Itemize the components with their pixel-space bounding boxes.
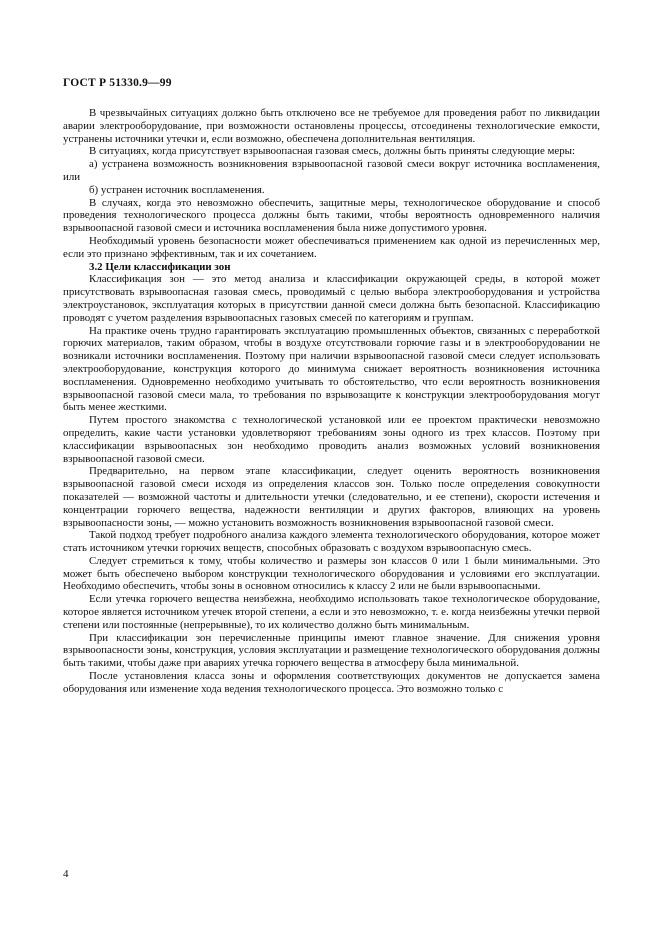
page-number: 4 [63,868,69,880]
paragraph: Путем простого знакомства с технологической установкой или ее проектом практически невозможно определить, какие части установки удовлетворяют требованиям зоны одного из трех классов. Поэтому при классификации взрывоопасных зон необходимо проводить анализ возможных условий возникновения взрывоопасной газовой смеси. [63,414,600,465]
paragraph: Классификация зон — это метод анализа и классификации окружающей среды, в которой может присутствовать взрывоопасная газовая смесь, проводимый с целью выбора электрооборудования и устройства электроустановок, эксплуатация которых в присутствии данной смеси должна быть безопасной. Классификацию проводят с учетом разделения взрывоопасных газовых смесей по категориям и группам. [63,273,600,324]
list-item: б) устранен источник воспламенения. [89,183,265,196]
paragraph: На практике очень трудно гарантировать эксплуатацию промышленных объектов, связанных с переработкой горючих материалов, таким образом, чтобы в воздухе отсутствовали горючие газы и в электрооборудовании не возникали источники воспламенения. Поэтому при наличии взрывоопасной газовой смеси следует использовать электрооборудование, конструкция которого до минимума снижает вероятность возникновения источника воспламенения. Одновременно необходимо учитывать то обстоятельство, что если вероятность возникновения взрывоопасной газовой смеси мала, то требования по взрывозащите к конструкции электрооборудования могут быть менее жесткими. [63,324,600,414]
paragraph: В ситуациях, когда присутствует взрывоопасная газовая смесь, должны быть приняты следующие меры: [89,145,576,158]
document-header: ГОСТ Р 51330.9—99 [63,77,172,89]
paragraph: Следует стремиться к тому, чтобы количество и размеры зон классов 0 или 1 были минимальными. Это может быть обеспечено выбором конструкции технологического оборудования и условиями его эксплуатации. Необходимо обеспечить, чтобы зоны в основном относились к классу 2 или не были взрывоопасными. [63,554,600,593]
paragraph: Если утечка горючего вещества неизбежна, необходимо использовать такое технологическое оборудование, которое является источником утечек второй степени, а если и это невозможно, т. е. когда неизбежны утечки первой степени или постоянные (непрерывные), то их количество должно быть минимальным. [63,593,600,631]
paragraph: Необходимый уровень безопасности может обеспечиваться применением как одной из перечисленных мер, если это признано эффективным, так и их сочетанием. [63,234,600,260]
section-title: 3.2 Цели классификации зон [89,260,231,273]
paragraph: Такой подход требует подробного анализа каждого элемента технологического оборудования, которое может стать источником утечки горючих веществ, способных образовать с воздухом взрывоопасную смесь. [63,529,600,555]
paragraph: Предварительно, на первом этапе классификации, следует оценить вероятность возникновения взрывоопасной газовой смеси исходя из определения классов зон. Только после определения совокупности показателей — возможной частоты и длительности утечки (следовательно, и ее степени), скорости истечения и концентрации горючего вещества, надежности вентиляции и других факторов, влияющих на уровень взрывоопасности зоны, — можно установить возможность возникновения взрывоопасной газовой смеси. [63,465,600,529]
paragraph: При классификации зон перечисленные принципы имеют главное значение. Для снижения уровня взрывоопасности зоны, конструкция, условия эксплуатации и размещение технологического оборудования должны быть такими, чтобы даже при авариях утечка горючего вещества в атмосферу была минимальной. [63,631,600,670]
paragraph: В случаях, когда это невозможно обеспечить, защитные меры, технологическое оборудование и способ проведения технологического процесса должны быть такими, чтобы вероятность одновременного наличия взрывоопасной газовой смеси и источника воспламенения была ниже допустимого уровня. [63,196,600,235]
paragraph: В чрезвычайных ситуациях должно быть отключено все не требуемое для проведения работ по ликвидации аварии электрооборудование, при возможности остановлены процессы, отсоединены технологические емкости, устранены источники утечки и, если возможно, обеспечена дополнительная вентиляция. [63,107,600,145]
paragraph: После установления класса зоны и оформления соответствующих документов не допускается замена оборудования или изменение хода ведения технологического процесса. Это возможно только с [63,670,600,695]
document-body [63,107,600,696]
list-item: а) устранена возможность возникновения взрывоопасной газовой смеси вокруг источника воспламенения, или [63,158,600,183]
